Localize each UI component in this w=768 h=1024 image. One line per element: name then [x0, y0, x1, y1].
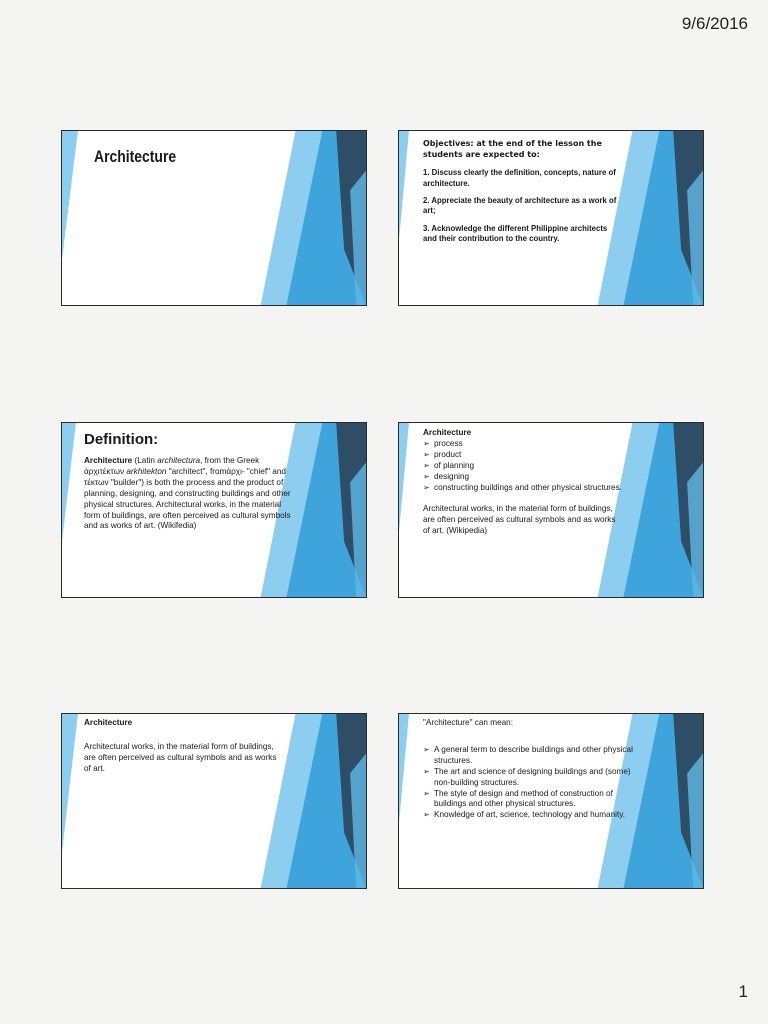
- slide-definition: [61, 422, 367, 598]
- objective-item: 2. Appreciate the beauty of architecture as a work of art;: [423, 195, 617, 216]
- list-item-text: A general term to describe buildings and other physical structures.: [434, 744, 633, 765]
- slide-paragraph: Architectural works, in the material form of buildings, are often perceived as cultural symbols and as works of art. (Wikipedia): [423, 504, 616, 536]
- objectives-heading: Objectives: at the end of the lesson the students are expected to:: [423, 139, 602, 159]
- slide-heading: "Architecture" can mean:: [423, 718, 514, 727]
- definition-text-part: , from the Greek ἀρχιτέκτων: [84, 456, 260, 476]
- list-item-text: The art and science of designing buildings and (some) non-building structures.: [434, 766, 631, 787]
- objectives-content: [423, 139, 623, 251]
- definition-latin: architectura: [157, 456, 201, 465]
- slide-title-text: Architecture: [94, 147, 177, 166]
- bullet-list: [423, 439, 623, 494]
- meaning-content: [423, 718, 633, 821]
- definition-greek: arkhitekton: [126, 466, 167, 476]
- definition-text-part: "architect", fromἀρχι- "chief" and τέκτων "builder") is both the process and the product of planning, designing, and constructing buildings and other physical structures. Architectural works, in the material form of buildings, are often perceived as cultural symbols and as works of art. (Wikifedia): [84, 466, 291, 531]
- arrow-bullet-icon: ➢: [423, 744, 430, 754]
- slide-paragraph: Architectural works, in the material form of buildings, are often perceived as cultural symbols and as works of art.: [84, 741, 277, 773]
- arrow-bullet-icon: ➢: [423, 438, 430, 448]
- list-item: [423, 461, 623, 472]
- arrow-bullet-icon: ➢: [423, 788, 430, 798]
- list-item-text: process: [434, 438, 463, 448]
- header-date: 9/6/2016: [681, 14, 748, 33]
- list-item-text: product: [434, 449, 462, 459]
- slide-objectives: [398, 130, 704, 306]
- arrow-bullet-icon: ➢: [423, 471, 430, 481]
- list-item: [423, 789, 633, 811]
- list-item: [423, 767, 633, 789]
- slide-heading: Architecture: [84, 718, 133, 727]
- arrow-bullet-icon: ➢: [423, 810, 430, 820]
- list-item-text: constructing buildings and other physical structures.: [434, 482, 622, 492]
- list-item: [423, 483, 623, 494]
- works-content: [84, 718, 284, 775]
- objective-item: 3. Acknowledge the different Philippine architects and their contribution to the country.: [423, 223, 608, 244]
- objective-item: 1. Discuss clearly the definition, concepts, nature of architecture.: [423, 168, 616, 188]
- slide-architectural-works: [61, 713, 367, 889]
- list-item-text: Knowledge of art, science, technology and humanity.: [434, 810, 626, 820]
- slide-architecture-process: [398, 422, 704, 598]
- page-number: 1: [738, 982, 748, 1001]
- list-item: [423, 472, 623, 483]
- slide-heading: Architecture: [423, 428, 472, 437]
- definition-term: Architecture: [84, 456, 133, 465]
- arrow-bullet-icon: ➢: [423, 460, 430, 470]
- bullet-list: [423, 745, 633, 821]
- list-item: [423, 439, 623, 450]
- slide-architecture-meaning: [398, 713, 704, 889]
- definition-heading: Definition:: [84, 431, 159, 448]
- list-item: [423, 450, 623, 461]
- list-item: [423, 745, 633, 767]
- definition-text: [84, 456, 298, 532]
- list-item-text: designing: [434, 471, 470, 481]
- process-content: [423, 428, 623, 537]
- definition-text-part: (Latin: [132, 456, 158, 465]
- list-item-text: The style of design and method of construction of buildings and other physical structures.: [434, 788, 613, 809]
- arrow-bullet-icon: ➢: [423, 449, 430, 459]
- list-item: [423, 810, 633, 821]
- list-item-text: of planning: [434, 460, 475, 470]
- arrow-bullet-icon: ➢: [423, 482, 430, 492]
- arrow-bullet-icon: ➢: [423, 766, 430, 776]
- slide-title: [61, 130, 367, 306]
